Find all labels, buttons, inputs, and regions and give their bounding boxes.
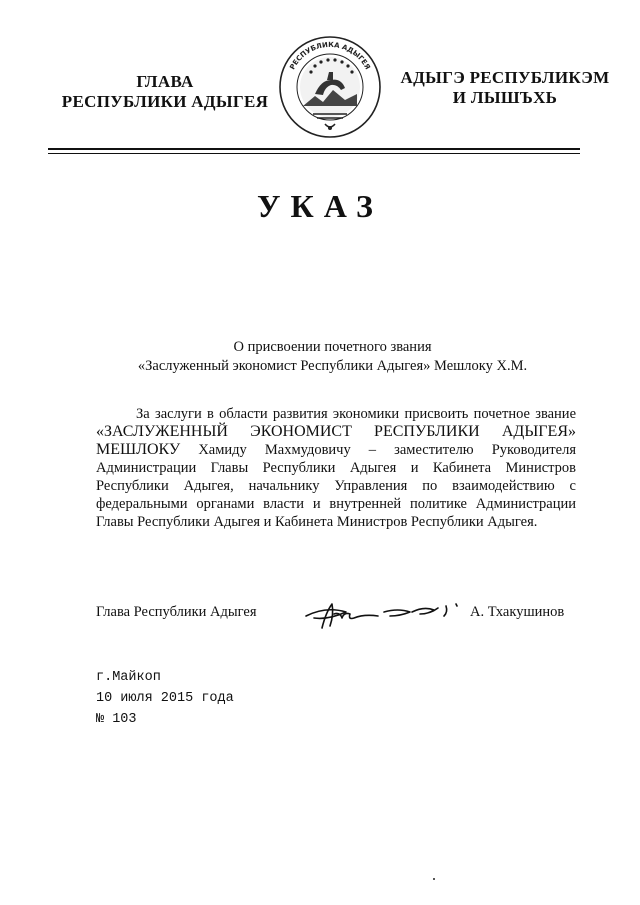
header-rule-thick xyxy=(48,148,580,150)
subject-line-1: О присвоении почетного звания xyxy=(233,339,432,355)
header-left-line2: РЕСПУБЛИКИ АДЫГЕЯ xyxy=(61,92,269,111)
award-title: «ЗАСЛУЖЕННЫЙ ЭКОНОМИСТ РЕСПУБЛИКИ АДЫГЕЯ» xyxy=(96,423,576,440)
subject-line-2: «Заслуженный экономист Республики Адыгея» Мешлоку Х.М. xyxy=(137,358,528,374)
header-right-line2: И ЛЫШЪХЬ xyxy=(452,88,558,107)
coat-of-arms-emblem xyxy=(275,32,385,142)
body-part-2: Хамиду Махмудовичу – заместителю Руководителя Администрации Главы Республики Адыгея и Кабинета Министров Республики Адыгея, начальнику Управления по взаимодействию с федеральными органами власти и внутренней политике Администрации Главы Республики Адыгея и Кабинета Министров Республики Адыгея. xyxy=(96,442,576,530)
decree-number: № 103 xyxy=(96,712,137,727)
document-type-title: УКАЗ xyxy=(257,188,383,224)
header-right xyxy=(385,68,625,108)
body-paragraph xyxy=(96,405,576,531)
issue-date: 10 июля 2015 года xyxy=(96,691,234,706)
header-left-line1: ГЛАВА xyxy=(136,72,194,91)
document-subject xyxy=(60,338,605,376)
header-left xyxy=(40,72,290,112)
handwritten-signature xyxy=(300,598,462,634)
signatory-position: Глава Республики Адыгея xyxy=(96,604,257,620)
issue-city: г.Майкоп xyxy=(96,670,161,685)
header-right-line1: АДЫГЭ РЕСПУБЛИКЭМ xyxy=(400,68,610,87)
emblem-ring-text: РЕСПУБЛИКА АДЫГЕЯ xyxy=(288,40,372,72)
place-date-number xyxy=(96,667,234,730)
header-rule-thin xyxy=(48,153,580,154)
body-part-1: За заслуги в области развития экономики присвоить почетное звание xyxy=(136,406,576,422)
recipient-surname: МЕШЛОКУ xyxy=(96,441,181,458)
document-body xyxy=(96,405,576,531)
signatory-name: А. Тхакушинов xyxy=(470,604,565,620)
scan-speck xyxy=(433,878,435,880)
